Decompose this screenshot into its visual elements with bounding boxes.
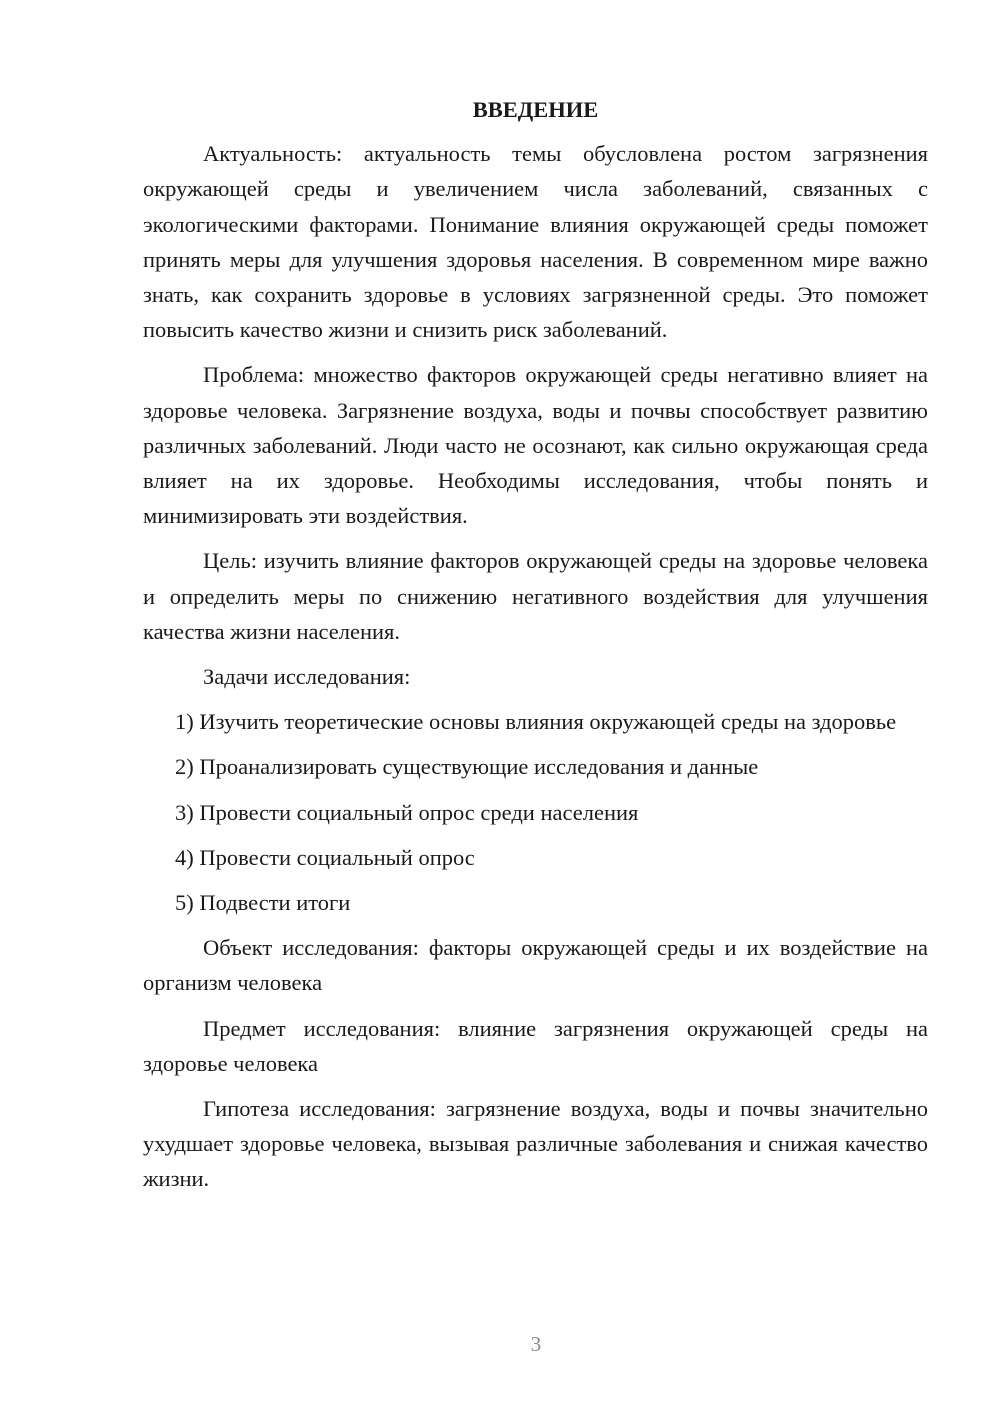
paragraph-goal: Цель: изучить влияние факторов окружающей среды на здоровье человека и определить меры по снижению негативного воздействия для улучшения качества жизни населения. [143, 548, 928, 644]
task-item: 1) Изучить теоретические основы влияния окружающей среды на здоровье [175, 709, 897, 735]
task-item: 2) Проанализировать существующие исследования и данные [175, 754, 759, 780]
tasks-heading: Задачи исследования: [203, 664, 411, 690]
paragraph-object: Объект исследования: факторы окружающей среды и их воздействие на организм человека [143, 935, 928, 996]
task-item: 3) Провести социальный опрос среди населения [175, 799, 639, 825]
paragraph-relevance: Актуальность: актуальность темы обусловлена ростом загрязнения окружающей среды и увеличением числа заболеваний, связанных с экологическими факторами. Понимание влияния окружающей среды поможет принять меры для улучшения здоровья населения. В современном мире важно знать, как сохранить здоровье в условиях загрязненной среды. Это поможет повысить качество жизни и снизить риск заболеваний. [143, 141, 928, 343]
document-page [143, 92, 928, 1207]
page-title: ВВЕДЕНИЕ [472, 97, 599, 122]
task-item: 5) Подвести итоги [175, 890, 351, 916]
paragraph-subject: Предмет исследования: влияние загрязнения окружающей среды на здоровье человека [143, 1015, 928, 1076]
paragraph-problem: Проблема: множество факторов окружающей среды негативно влияет на здоровье человека. Загрязнение воздуха, воды и почвы способствует развитию различных заболеваний. Люди часто не осознают, как сильно окружающая среда влияет на их здоровье. Необходимы исследования, чтобы понять и минимизировать эти воздействия. [143, 362, 928, 529]
task-item: 4) Провести социальный опрос [175, 844, 475, 870]
paragraph-hypothesis: Гипотеза исследования: загрязнение воздуха, воды и почвы значительно ухудшает здоровье человека, вызывая различные заболевания и снижая качество жизни. [143, 1096, 928, 1192]
tasks-list [143, 704, 928, 920]
page-number: 3 [530, 1332, 542, 1356]
